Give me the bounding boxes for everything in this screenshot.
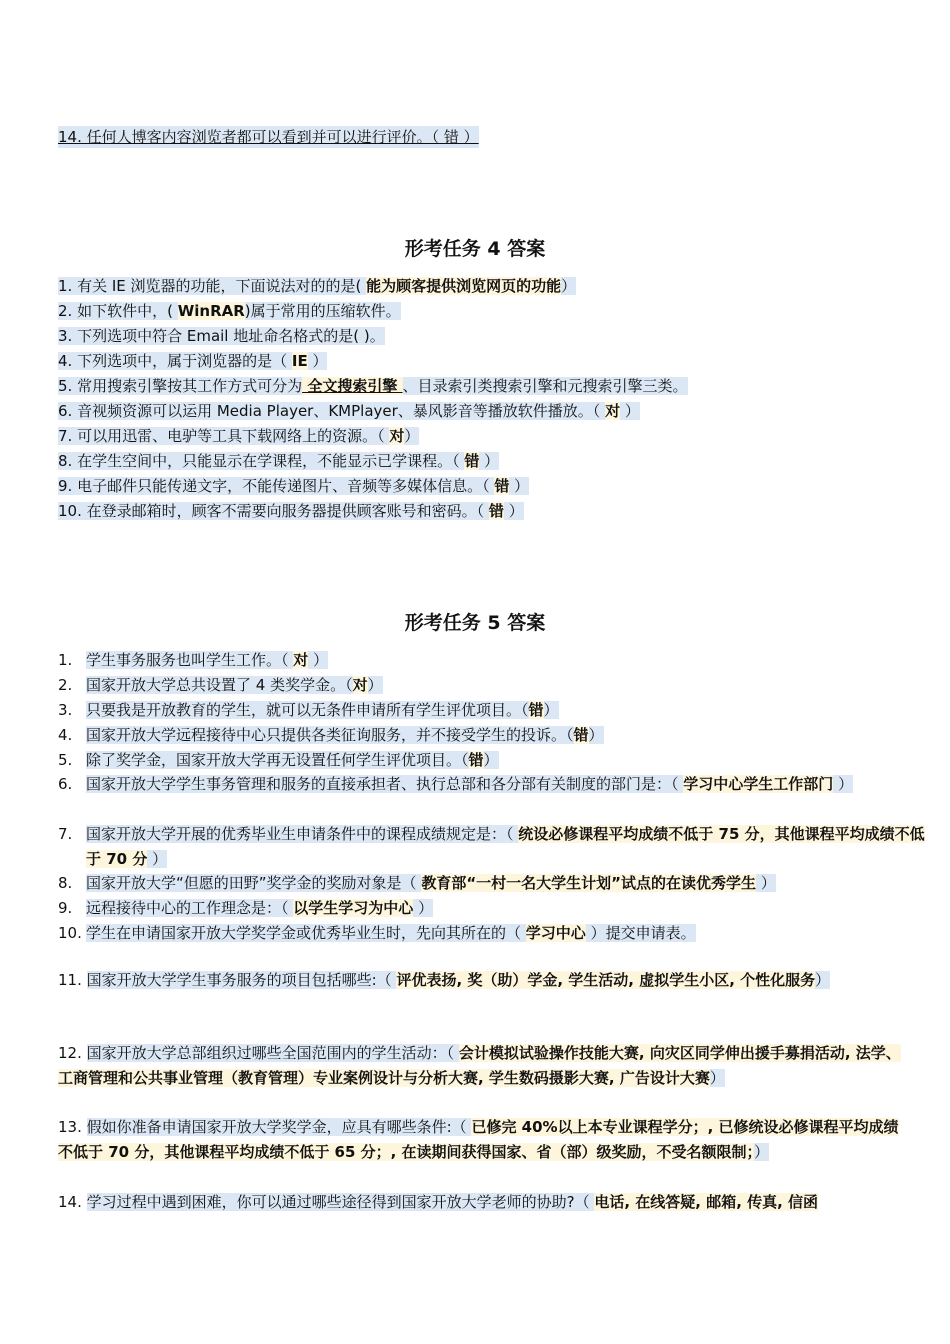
- question-text: 国家开放大学学生事务服务的项目包括哪些:（: [86, 971, 397, 989]
- task3-item-14: 14. 任何人博客内容浏览者都可以看到并可以进行评价。（ 错 ）: [58, 128, 479, 146]
- item-number: 10.: [58, 924, 82, 942]
- item-number: 6.: [58, 775, 73, 793]
- task5-item: [58, 872, 776, 894]
- task4-item: [58, 350, 327, 372]
- question-text: 假如你准备申请国家开放大学奖学金，应具有哪些条件:（: [86, 1118, 472, 1136]
- item-number: 4.: [58, 726, 73, 744]
- task5-item: [58, 1115, 904, 1165]
- question-text: 5. 常用搜索引擎按其工作方式可分为: [58, 377, 303, 395]
- task5-item: [58, 749, 499, 771]
- answer-text: 全文搜索引擎: [302, 377, 403, 395]
- answer-text: 错: [468, 751, 484, 769]
- question-tail: ）: [620, 402, 640, 420]
- question-tail: ）: [483, 751, 499, 769]
- question-text: 8. 在学生空间中，只能显示在学课程，不能显示已学课程。（: [58, 452, 465, 470]
- task4-item: [58, 475, 529, 497]
- question-text: 学生在申请国家开放大学奖学金或优秀毕业生时，先向其所在的（: [86, 924, 526, 942]
- answer-text: WinRAR: [177, 302, 245, 320]
- question-text: 国家开放大学开展的优秀毕业生申请条件中的课程成绩规定是：（: [86, 825, 519, 843]
- question-tail: ）: [815, 971, 831, 989]
- question-tail: ）: [543, 701, 559, 719]
- answer-text: IE: [291, 352, 308, 370]
- task5-item: [58, 724, 604, 746]
- question-tail: ）: [413, 899, 434, 917]
- answer-text: 错: [464, 452, 480, 470]
- question-text: 国家开放大学“但愿的田野”奖学金的奖励对象是（: [86, 874, 422, 892]
- question-tail: ）: [833, 775, 854, 793]
- item-number: 14.: [58, 1193, 87, 1211]
- question-tail: ）: [754, 1143, 770, 1161]
- question-text: 国家开放大学学生事务管理和服务的直接承担者、执行总部和各分部有关制度的部门是：（: [86, 775, 684, 793]
- question-tail: ）: [588, 726, 604, 744]
- item-number: 5.: [58, 751, 73, 769]
- question-text: 10. 在登录邮箱时，顾客不需要向服务器提供顾客账号和密码。（: [58, 502, 489, 520]
- question-text: 除了奖学金，国家开放大学再无设置任何学生评优项目。（: [86, 751, 469, 769]
- question-tail: ）: [367, 676, 383, 694]
- question-text: 国家开放大学总部组织过哪些全国范围内的学生活动：（: [86, 1044, 459, 1062]
- item-number: 11.: [58, 971, 87, 989]
- answer-text: 电话, 在线答疑, 邮箱, 传真, 信函: [594, 1193, 819, 1211]
- task5-item: [58, 922, 696, 944]
- question-tail: 、目录索引类搜索引擎和元搜索引擎三类。: [402, 377, 688, 395]
- question-tail: ）: [147, 850, 168, 868]
- question-text: 1. 有关 IE 浏览器的功能，下面说法对的的是(: [58, 277, 367, 295]
- question-text: 2. 如下软件中，(: [58, 302, 178, 320]
- task4-item: [58, 300, 401, 322]
- task4-item: [58, 450, 499, 472]
- answer-text: 以学生学习为中心: [293, 899, 414, 917]
- question-text: 只要我是开放教育的学生，就可以无条件申请所有学生评优项目。（: [86, 701, 529, 719]
- task4-item: [58, 500, 524, 522]
- item-number: 1.: [58, 651, 73, 669]
- answer-text: 错: [488, 502, 504, 520]
- item-number: 12.: [58, 1044, 87, 1062]
- question-tail: ）: [503, 502, 524, 520]
- answer-text: 会计模拟试验操作技能大赛, 向灾区同学伸出援手募捐活动, 法学、工商管理和公共事业管理（教育管理）专业案例设计与分析大赛, 学生数码摄影大赛, 广告设计大赛: [58, 1044, 901, 1087]
- question-tail: ）: [404, 427, 420, 445]
- task5-item: [58, 772, 932, 797]
- question-tail: ）: [308, 651, 329, 669]
- answer-text: 对: [352, 676, 368, 694]
- question-tail: )属于常用的压缩软件。: [244, 302, 401, 320]
- question-tail: ）: [709, 1069, 725, 1087]
- task4-item: [58, 375, 688, 397]
- task5-heading: 形考任务 5 答案: [404, 612, 546, 634]
- task4-item: [58, 425, 419, 447]
- question-text: 6. 音视频资源可以运用 Media Player、KMPlayer、暴风影音等播放软件播放。（: [58, 402, 606, 420]
- task5-item: [58, 649, 328, 671]
- question-text: 国家开放大学总共设置了 4 类奖学金。（: [86, 676, 353, 694]
- answer-text: 学习中心学生工作部门: [683, 775, 834, 793]
- task4-item: [58, 325, 385, 347]
- question-text: 4. 下列选项中，属于浏览器的是（: [58, 352, 292, 370]
- question-tail: ）: [307, 352, 328, 370]
- question-tail: ）: [756, 874, 776, 892]
- task5-item: [58, 1190, 904, 1215]
- answer-text: 统设必修课程平均成绩不低于 75 分，其他课程平均成绩不低于 70 分: [86, 825, 925, 868]
- answer-text: 对: [389, 427, 405, 445]
- answer-text: 已修完 40%以上本专业课程学分；, 已修统设必修课程平均成绩不低于 70 分，其他课程平均成绩不低于 65 分；, 在读期间获得国家、省（部）级奖励，不受名额限制；: [58, 1118, 899, 1161]
- question-text: 学习过程中遇到困难，你可以通过哪些途径得到国家开放大学老师的协助?（: [86, 1193, 595, 1211]
- answer-text: 对: [293, 651, 309, 669]
- task4-item: [58, 400, 640, 422]
- answer-text: 错: [573, 726, 589, 744]
- item-number: 7.: [58, 825, 73, 843]
- task4-heading: 形考任务 4 答案: [404, 238, 546, 260]
- task5-item: [58, 699, 559, 721]
- answer-text: 能为顾客提供浏览网页的功能: [366, 277, 562, 295]
- question-text: 学生事务服务也叫学生工作。（: [86, 651, 294, 669]
- task5-item: [58, 674, 383, 696]
- question-text: 3. 下列选项中符合 Email 地址命名格式的是( )。: [58, 327, 385, 345]
- task4-item: [58, 275, 576, 297]
- answer-text: 教育部“一村一名大学生计划”试点的在读优秀学生: [421, 874, 757, 892]
- item-number: 8.: [58, 874, 73, 892]
- item-number: 3.: [58, 701, 73, 719]
- answer-text: 对: [605, 402, 621, 420]
- task5-item: [58, 1041, 904, 1091]
- answer-text: 错: [494, 477, 510, 495]
- question-text: 9. 电子邮件只能传递文字，不能传递图片、音频等多媒体信息。（: [58, 477, 495, 495]
- question-text: 国家开放大学远程接待中心只提供各类征询服务，并不接受学生的投诉。（: [86, 726, 574, 744]
- question-tail: ）提交申请表。: [585, 924, 696, 942]
- task5-item: [58, 968, 904, 993]
- task5-item: [58, 822, 932, 872]
- question-tail: ）: [479, 452, 500, 470]
- question-tail: ）: [561, 277, 577, 295]
- answer-text: 错: [528, 701, 544, 719]
- answer-text: 学习中心: [525, 924, 586, 942]
- item-number: 13.: [58, 1118, 87, 1136]
- item-number: 2.: [58, 676, 73, 694]
- answer-text: 评优表扬, 奖（助）学金, 学生活动, 虚拟学生小区, 个性化服务: [396, 971, 816, 989]
- task5-item: [58, 897, 433, 919]
- question-text: 7. 可以用迅雷、电驴等工具下载网络上的资源。（: [58, 427, 390, 445]
- item-number: 9.: [58, 899, 73, 917]
- question-tail: ）: [509, 477, 530, 495]
- question-text: 远程接待中心的工作理念是：（: [86, 899, 294, 917]
